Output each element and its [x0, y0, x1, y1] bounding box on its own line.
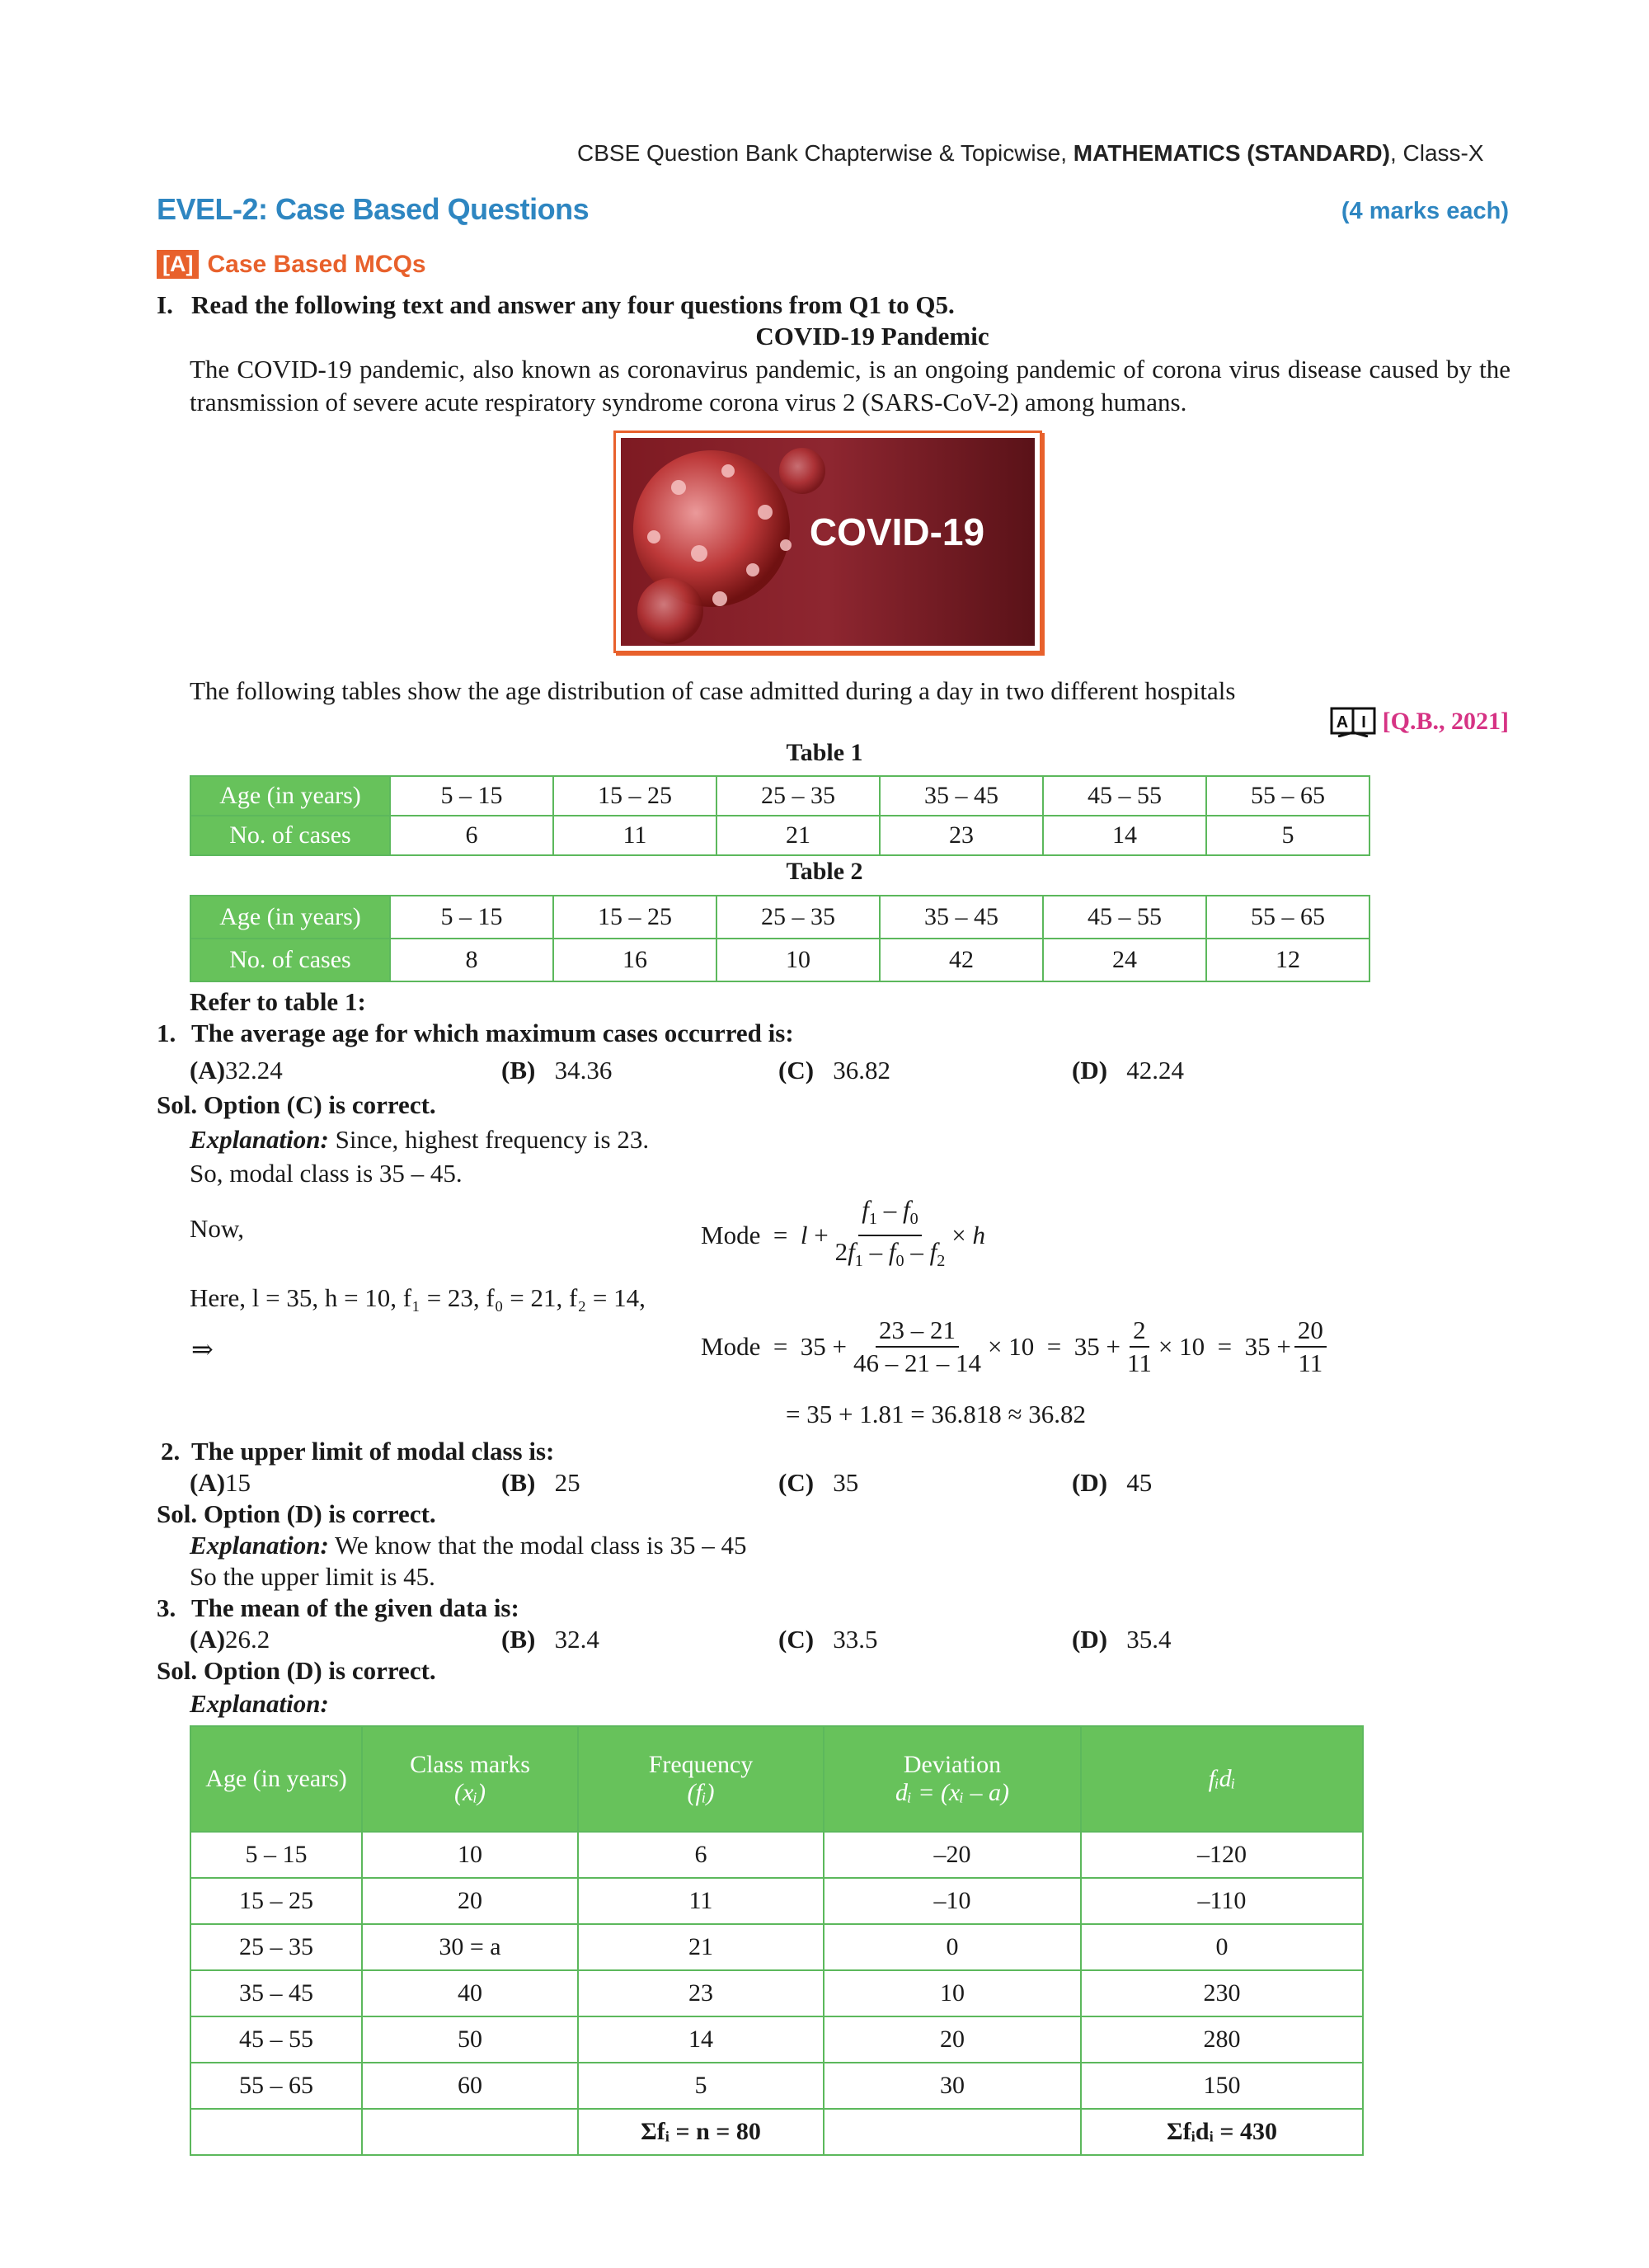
case-title: COVID-19 Pandemic	[755, 322, 989, 351]
q1-given-values: Here, l = 35, h = 10, f₁ = 23, f₀ = 21, f₂ = 14,	[190, 1283, 646, 1312]
header-fd: fᵢdᵢ	[1081, 1726, 1363, 1832]
marks-note: (4 marks each)	[1341, 198, 1509, 224]
q1-text: The average age for which maximum cases occurred is:	[191, 1019, 794, 1047]
table2-cell: 16	[553, 939, 716, 981]
q1-explanation: Explanation: Since, highest frequency is 23.	[190, 1125, 650, 1154]
table2-cell: 24	[1043, 939, 1206, 981]
q1-solution: Sol. Option (C) is correct.	[157, 1090, 436, 1119]
table-header-row	[190, 1726, 1363, 1832]
table2-age-row	[190, 896, 1369, 939]
q1-now: Now,	[190, 1214, 245, 1243]
svg-text:A: A	[1336, 713, 1348, 732]
mode-calculation: Mode = 35 + $\frac{23 - 21}{46 - 21 - 14}$ × 10 = 35 + $\frac{2}{11}$ × 10 = 35 + $\frac{20}{11}$	[701, 1315, 1330, 1379]
section-tag: [A]	[157, 250, 199, 279]
covid-image-text: COVID-19	[809, 511, 985, 553]
q1-option-b: (B) 34.36	[501, 1056, 613, 1085]
q3-option-c: (C) 33.5	[778, 1625, 878, 1654]
table2-cell: 45 – 55	[1043, 896, 1206, 939]
table2-cell: 15 – 25	[553, 896, 716, 939]
intro-instruction: Read the following text and answer any four questions from Q1 to Q5.	[191, 290, 955, 319]
header-deviation: Deviation dᵢ = (xᵢ – a)	[824, 1726, 1081, 1832]
table-row: 55 – 65 60 5 30 150	[190, 2063, 1363, 2109]
q3-option-b: (B) 32.4	[501, 1625, 599, 1654]
q3-option-d: (D) 35.4	[1072, 1625, 1172, 1654]
table2-caption: Table 2	[786, 858, 863, 885]
table2-age-label: Age (in years)	[190, 896, 390, 939]
refer-note: Refer to table 1:	[190, 987, 366, 1016]
q2-option-a: (A)15	[190, 1468, 251, 1497]
header-frequency: Frequency (fᵢ)	[578, 1726, 824, 1832]
q2-explanation-line2: So the upper limit is 45.	[190, 1562, 435, 1591]
implies-arrow: ⇒	[191, 1334, 214, 1364]
table2-cases-row	[190, 939, 1369, 981]
table1-cases-row	[190, 816, 1369, 855]
table1-cell: 15 – 25	[553, 776, 716, 816]
table-sum-row	[190, 2109, 1363, 2155]
sum-frequency: Σfᵢ = n = 80	[578, 2109, 824, 2155]
table2-cell: 55 – 65	[1206, 896, 1369, 939]
table1-cell: 55 – 65	[1206, 776, 1369, 816]
sum-fd: Σfᵢdᵢ = 430	[1081, 2109, 1363, 2155]
table-row: 5 – 15 10 6 –20 –120	[190, 1832, 1363, 1878]
intro-number: I.	[157, 290, 173, 319]
case-paragraph: The COVID-19 pandemic, also known as coronavirus pandemic, is an ongoing pandemic of corona virus disease caused by the transmission of severe acute respiratory syndrome corona virus 2 (SARS-CoV-2) among humans.	[190, 355, 1510, 416]
table1-cell: 25 – 35	[716, 776, 880, 816]
q3-text: The mean of the given data is:	[191, 1593, 519, 1622]
table2-cell: 35 – 45	[880, 896, 1043, 939]
table1-cell: 35 – 45	[880, 776, 1043, 816]
table1	[190, 775, 1370, 856]
q2-option-c: (C) 35	[778, 1468, 859, 1497]
q2-number: 2.	[161, 1437, 181, 1466]
mean-calculation-table	[190, 1725, 1364, 2156]
table-row: 15 – 25 20 11 –10 –110	[190, 1878, 1363, 1924]
qb-reference-text: [Q.B., 2021]	[1382, 708, 1509, 735]
q2-option-d: (D) 45	[1072, 1468, 1153, 1497]
level-heading: EVEL-2: Case Based Questions	[157, 192, 590, 226]
mode-formula: Mode = l + $\frac{f_1 - f_0}{2f_1 - f_0 - f_2}$ × h	[701, 1195, 986, 1271]
header-class-marks: Class marks (xᵢ)	[362, 1726, 578, 1832]
section-heading	[157, 250, 426, 279]
table2	[190, 895, 1370, 982]
q2-option-b: (B) 25	[501, 1468, 580, 1497]
table2-cell: 42	[880, 939, 1043, 981]
table1-cell: 11	[553, 816, 716, 855]
table1-age-label: Age (in years)	[190, 776, 390, 816]
table1-cell: 5 – 15	[390, 776, 553, 816]
section-label: Case Based MCQs	[207, 250, 426, 278]
table2-cell: 5 – 15	[390, 896, 553, 939]
table-row: 45 – 55 50 14 20 280	[190, 2016, 1363, 2063]
q2-solution: Sol. Option (D) is correct.	[157, 1499, 436, 1528]
table1-cell: 21	[716, 816, 880, 855]
table2-cell: 25 – 35	[716, 896, 880, 939]
table2-cases-label: No. of cases	[190, 939, 390, 981]
running-header: CBSE Question Bank Chapterwise & Topicwise, MATHEMATICS (STANDARD), Class-X	[577, 140, 1484, 166]
table1-cell: 6	[390, 816, 553, 855]
table1-cases-label: No. of cases	[190, 816, 390, 855]
mode-result: = 35 + 1.81 = 36.818 ≈ 36.82	[786, 1400, 1086, 1428]
svg-text:I: I	[1360, 713, 1366, 732]
table1-age-row	[190, 776, 1369, 816]
q3-option-a: (A)26.2	[190, 1625, 270, 1654]
qb-reference	[1330, 706, 1509, 737]
q1-number: 1.	[157, 1019, 176, 1047]
q2-explanation: Explanation: We know that the modal class is 35 – 45	[190, 1531, 747, 1560]
q3-solution: Sol. Option (D) is correct.	[157, 1656, 436, 1685]
table1-cell: 45 – 55	[1043, 776, 1206, 816]
q2-text: The upper limit of modal class is:	[191, 1437, 555, 1466]
q1-option-a: (A)32.24	[190, 1056, 283, 1085]
header-age: Age (in years)	[190, 1726, 362, 1832]
table1-cell: 14	[1043, 816, 1206, 855]
table1-cell: 23	[880, 816, 1043, 855]
table2-cell: 12	[1206, 939, 1369, 981]
covid-image	[613, 431, 1042, 653]
table-row: 25 – 35 30 = a 21 0 0	[190, 1924, 1363, 1970]
covid-illustration	[621, 438, 1035, 646]
table-row: 35 – 45 40 23 10 230	[190, 1970, 1363, 2016]
table1-caption: Table 1	[786, 739, 863, 766]
q1-option-c: (C) 36.82	[778, 1056, 891, 1085]
table1-cell: 5	[1206, 816, 1369, 855]
q3-number: 3.	[157, 1593, 176, 1622]
book-icon	[1330, 706, 1376, 737]
tables-intro: The following tables show the age distribution of case admitted during a day in two different hospitals	[190, 676, 1236, 705]
q1-option-d: (D) 42.24	[1072, 1056, 1185, 1085]
q3-explanation-label: Explanation:	[190, 1689, 329, 1718]
q1-explanation-line2: So, modal class is 35 – 45.	[190, 1159, 463, 1188]
table2-cell: 10	[716, 939, 880, 981]
table2-cell: 8	[390, 939, 553, 981]
